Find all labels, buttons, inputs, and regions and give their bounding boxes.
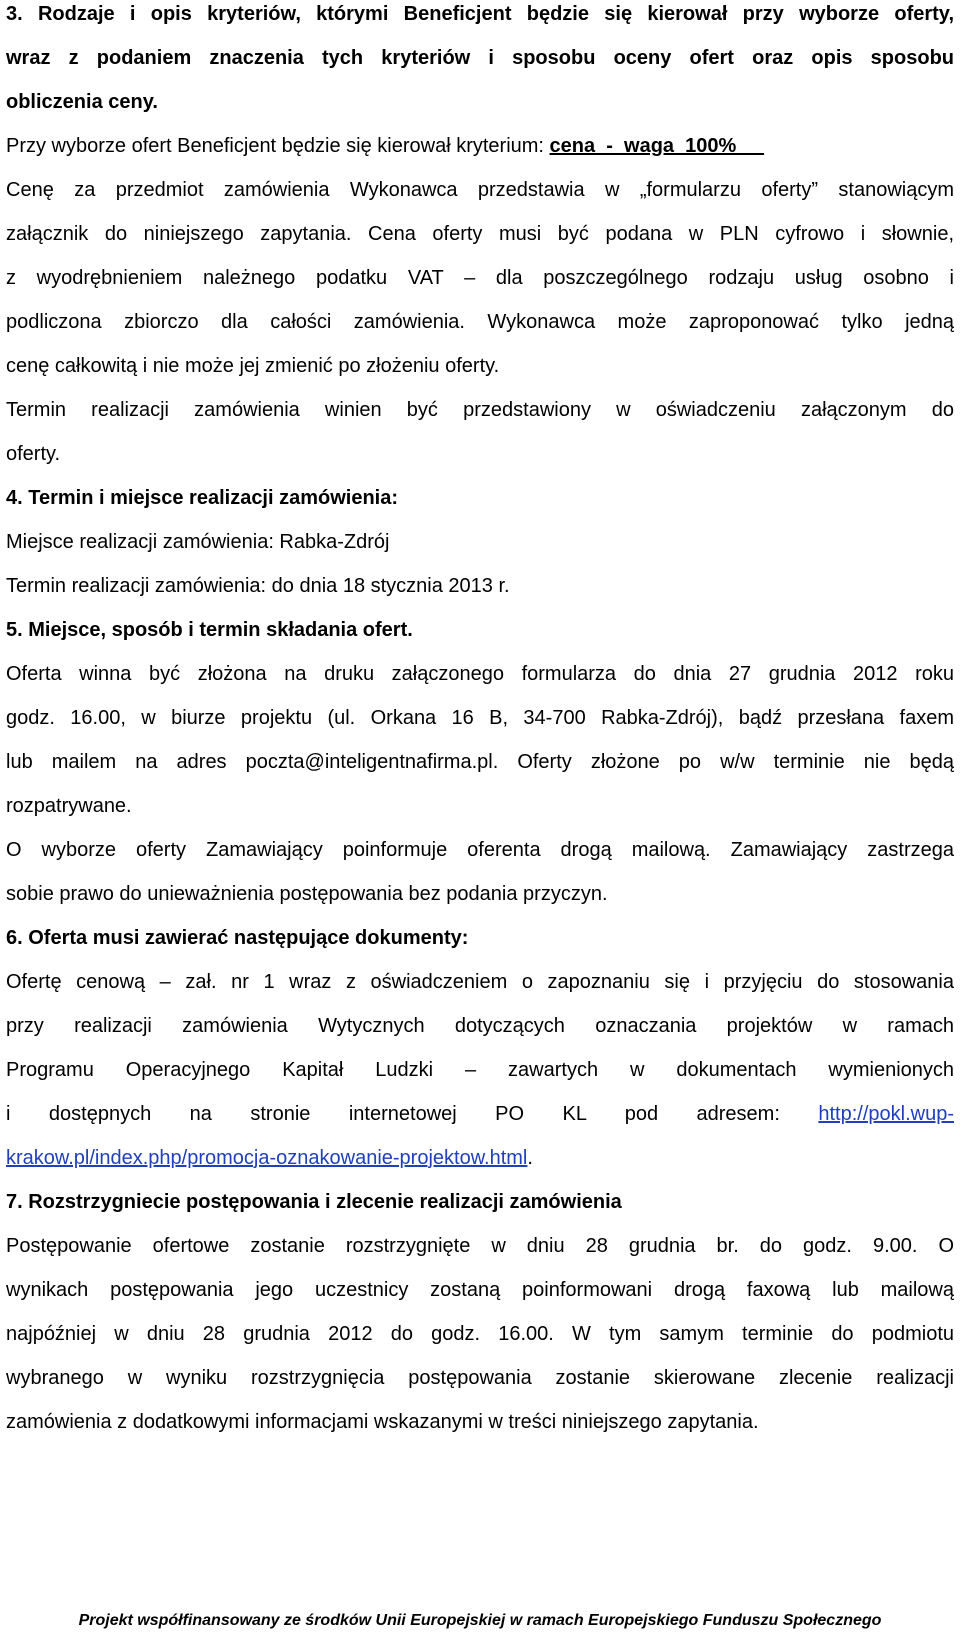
price-paragraph-line-4: podliczona zbiorczo dla całości zamówienia. Wykonawca może zaproponować tylko jedną bbox=[6, 311, 954, 333]
documents-paragraph-line-4-text: i dostępnych na stronie internetowej PO KL pod adresem: bbox=[6, 1103, 819, 1125]
term-paragraph-line-2: oferty. bbox=[6, 443, 61, 465]
selection-paragraph-line-1: O wyborze oferty Zamawiający poinformuje oferenta drogą mailową. Zamawiający zastrzega bbox=[6, 839, 954, 861]
page-footer: Projekt współfinansowany ze środków Unii Europejskiej w ramach Europejskiego Funduszu Społecznego bbox=[78, 1612, 882, 1629]
documents-paragraph-line-3: Programu Operacyjnego Kapitał Ludzki – zawartych w dokumentach wymienionych bbox=[6, 1059, 954, 1081]
term-of-realization: Termin realizacji zamówienia: do dnia 18 stycznia 2013 r. bbox=[6, 575, 510, 597]
price-paragraph-line-5: cenę całkowitą i nie może jej zmienić po złożeniu oferty. bbox=[6, 355, 500, 377]
offer-paragraph-line-1: Oferta winna być złożona na druku załączonego formularza do dnia 27 grudnia 2012 roku bbox=[6, 663, 954, 685]
offer-paragraph-line-4: rozpatrywane. bbox=[6, 795, 132, 817]
selection-paragraph-line-2: sobie prawo do unieważnienia postępowania bez podania przyczyn. bbox=[6, 883, 608, 905]
offer-paragraph-line-3: lub mailem na adres poczta@inteligentnafirma.pl. Oferty złożone po w/w terminie nie będą bbox=[6, 751, 954, 773]
place-of-realization: Miejsce realizacji zamówienia: Rabka-Zdrój bbox=[6, 531, 390, 553]
pokl-link-part-1[interactable]: http://pokl.wup- bbox=[818, 1103, 954, 1125]
criterion-line bbox=[6, 132, 954, 160]
documents-paragraph-end: . bbox=[527, 1147, 533, 1169]
criterion-prefix: Przy wyborze ofert Beneficjent będzie się kierował kryterium: bbox=[6, 135, 550, 157]
pokl-link-part-2[interactable]: krakow.pl/index.php/promocja-oznakowanie-projektow.html bbox=[6, 1147, 528, 1169]
criterion-value: cena - waga 100% bbox=[549, 135, 765, 157]
section-6-heading: 6. Oferta musi zawierać następujące dokumenty: bbox=[6, 927, 469, 949]
section-5-heading: 5. Miejsce, sposób i termin składania ofert. bbox=[6, 619, 413, 641]
section-3-heading-line-1: 3. Rodzaje i opis kryteriów, którymi Beneficjent będzie się kierował przy wyborze oferty, bbox=[6, 3, 954, 25]
price-paragraph-line-1: Cenę za przedmiot zamówienia Wykonawca przedstawia w „formularzu oferty” stanowiącym bbox=[6, 179, 954, 201]
documents-paragraph-line-4 bbox=[6, 1100, 954, 1128]
documents-paragraph-line-5 bbox=[6, 1144, 954, 1172]
section-3-heading-line-2: wraz z podaniem znaczenia tych kryteriów i sposobu oceny ofert oraz opis sposobu bbox=[6, 47, 954, 69]
term-paragraph-line-1: Termin realizacji zamówienia winien być przedstawiony w oświadczeniu załączonym do bbox=[6, 399, 954, 421]
section-7-heading: 7. Rozstrzygniecie postępowania i zlecenie realizacji zamówienia bbox=[6, 1191, 622, 1213]
section-4-heading: 4. Termin i miejsce realizacji zamówienia: bbox=[6, 487, 399, 509]
documents-paragraph-line-1: Ofertę cenową – zał. nr 1 wraz z oświadczeniem o zapoznaniu się i przyjęciu do stosowania bbox=[6, 971, 954, 993]
price-paragraph-line-3: z wyodrębnieniem należnego podatku VAT – dla poszczególnego rodzaju usług osobno i bbox=[6, 267, 954, 289]
resolution-paragraph-line-5: zamówienia z dodatkowymi informacjami wskazanymi w treści niniejszego zapytania. bbox=[6, 1411, 759, 1433]
section-3-heading-line-3: obliczenia ceny. bbox=[6, 91, 158, 113]
resolution-paragraph-line-1: Postępowanie ofertowe zostanie rozstrzygnięte w dniu 28 grudnia br. do godz. 9.00. O bbox=[6, 1235, 954, 1257]
documents-paragraph-line-2: przy realizacji zamówienia Wytycznych dotyczących oznaczania projektów w ramach bbox=[6, 1015, 954, 1037]
offer-paragraph-line-2: godz. 16.00, w biurze projektu (ul. Orkana 16 B, 34-700 Rabka-Zdrój), bądź przesłana faxem bbox=[6, 707, 954, 729]
price-paragraph-line-2: załącznik do niniejszego zapytania. Cena oferty musi być podana w PLN cyfrowo i słownie, bbox=[6, 223, 954, 245]
resolution-paragraph-line-4: wybranego w wyniku rozstrzygnięcia postępowania zostanie skierowane zlecenie realizacji bbox=[6, 1367, 954, 1389]
resolution-paragraph-line-2: wynikach postępowania jego uczestnicy zostaną poinformowani drogą faxową lub mailową bbox=[6, 1279, 954, 1301]
resolution-paragraph-line-3: najpóźniej w dniu 28 grudnia 2012 do godz. 16.00. W tym samym terminie do podmiotu bbox=[6, 1323, 954, 1345]
